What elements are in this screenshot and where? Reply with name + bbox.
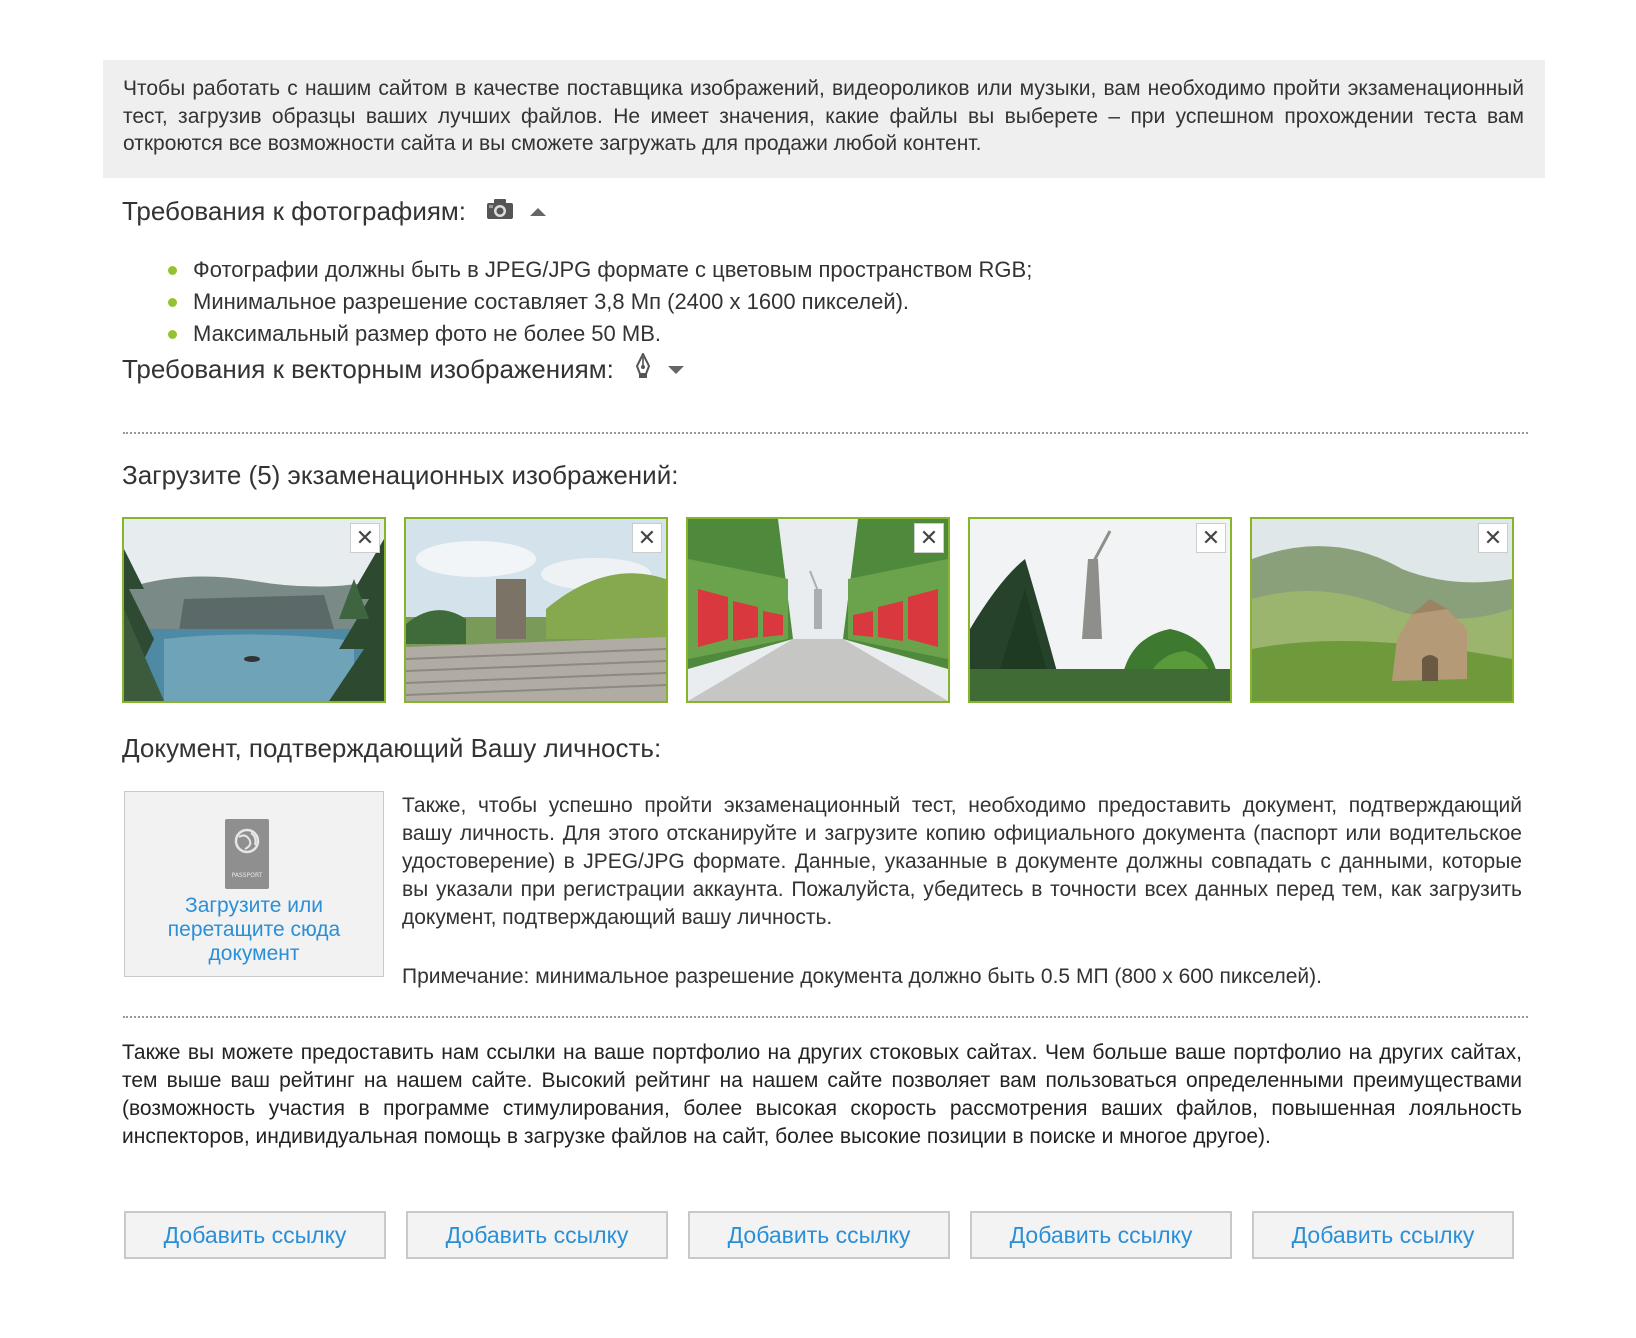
exam-thumbnail[interactable] bbox=[1250, 517, 1514, 703]
exam-upload-title: Загрузите (5) экзаменационных изображений: bbox=[122, 460, 679, 490]
portfolio-description: Также вы можете предоставить нам ссылки на ваше портфолио на других стоковых сайтах. Чем больше ваше портфолио на других сайтах, тем выше ваш рейтинг на нашем сайте. Высокий рейтинг на нашем сайте позволяет вам пользоваться определенными преимуществами (возможность участия в программе стимулирования, более высокая скорость рассмотрения ваших файлов, повышенная лояльность инспекторов, индивидуальная помощь в загрузке файлов на сайт, более высокие позиции в поиске и многое другое). bbox=[122, 1041, 1522, 1148]
exam-thumbnail[interactable] bbox=[686, 517, 950, 703]
remove-image-button[interactable]: ✕ bbox=[632, 523, 662, 553]
add-link-button[interactable]: Добавить ссылку bbox=[1252, 1211, 1514, 1259]
identity-note: Примечание: минимальное разрешение документа должно быть 0.5 МП (800 х 600 пикселей). bbox=[402, 965, 1322, 988]
add-link-button[interactable]: Добавить ссылку bbox=[406, 1211, 668, 1259]
exam-thumbnail[interactable] bbox=[404, 517, 668, 703]
exam-thumbnails bbox=[122, 517, 1516, 703]
photo-requirements-header[interactable] bbox=[122, 196, 546, 227]
bullet-icon bbox=[168, 330, 177, 339]
thumbnail-image bbox=[1252, 519, 1512, 701]
list-item: Фотографии должны быть в JPEG/JPG формате с цветовым пространством RGB; bbox=[168, 254, 1032, 286]
vector-requirements-header[interactable] bbox=[122, 353, 684, 386]
document-upload-dropzone[interactable] bbox=[124, 791, 384, 977]
passport-icon bbox=[225, 819, 269, 894]
exam-thumbnail[interactable] bbox=[122, 517, 386, 703]
add-link-button[interactable]: Добавить ссылку bbox=[124, 1211, 386, 1259]
bullet-icon bbox=[168, 266, 177, 275]
thumbnail-image bbox=[406, 519, 666, 701]
remove-image-button[interactable]: ✕ bbox=[1478, 523, 1508, 553]
section-divider bbox=[123, 1016, 1528, 1018]
triangle-up-icon[interactable] bbox=[530, 208, 546, 216]
thumbnail-image bbox=[124, 519, 384, 701]
add-link-button[interactable]: Добавить ссылку bbox=[970, 1211, 1232, 1259]
add-link-button[interactable]: Добавить ссылку bbox=[688, 1211, 950, 1259]
photo-requirements-title: Требования к фотографиям: bbox=[122, 196, 467, 226]
camera-icon bbox=[486, 196, 514, 227]
triangle-down-icon[interactable] bbox=[668, 366, 684, 374]
identity-title: Документ, подтверждающий Вашу личность: bbox=[122, 733, 662, 763]
thumbnail-image bbox=[688, 519, 948, 701]
section-divider bbox=[123, 432, 1528, 434]
pen-nib-icon bbox=[634, 353, 652, 386]
document-upload-label[interactable]: Загрузите или перетащите сюда документ bbox=[167, 894, 341, 965]
photo-requirements-list bbox=[168, 254, 1032, 350]
vector-requirements-title: Требования к векторным изображениям: bbox=[122, 354, 614, 384]
remove-image-button[interactable]: ✕ bbox=[350, 523, 380, 553]
remove-image-button[interactable]: ✕ bbox=[914, 523, 944, 553]
svg-text:PASSPORT: PASSPORT bbox=[231, 872, 263, 879]
list-item: Минимальное разрешение составляет 3,8 Мп (2400 х 1600 пикселей). bbox=[168, 286, 1032, 318]
intro-notice: Чтобы работать с нашим сайтом в качестве поставщика изображений, видеороликов или музыки, вам необходимо пройти экзаменационный тест, загрузив образцы ваших лучших файлов. Не имеет значения, какие файлы вы выберете – при успешном прохождении теста вам откроются все возможности сайта и вы сможете загружать для продажи любой контент. bbox=[103, 60, 1545, 178]
list-item: Максимальный размер фото не более 50 MB. bbox=[168, 318, 1032, 350]
bullet-icon bbox=[168, 298, 177, 307]
exam-thumbnail[interactable] bbox=[968, 517, 1232, 703]
thumbnail-image bbox=[970, 519, 1230, 701]
identity-description: Также, чтобы успешно пройти экзаменационный тест, необходимо предоставить документ, подтверждающий вашу личность. Для этого отсканируйте и загрузите копию официального документа (паспорт или водительское удостоверение) в JPEG/JPG формате. Данные, указанные в документе должны совпадать с данными, которые вы указали при регистрации аккаунта. Пожалуйста, убедитесь в точности всех данных перед тем, как загрузить документ, подтверждающий вашу личность. bbox=[402, 794, 1522, 929]
remove-image-button[interactable]: ✕ bbox=[1196, 523, 1226, 553]
